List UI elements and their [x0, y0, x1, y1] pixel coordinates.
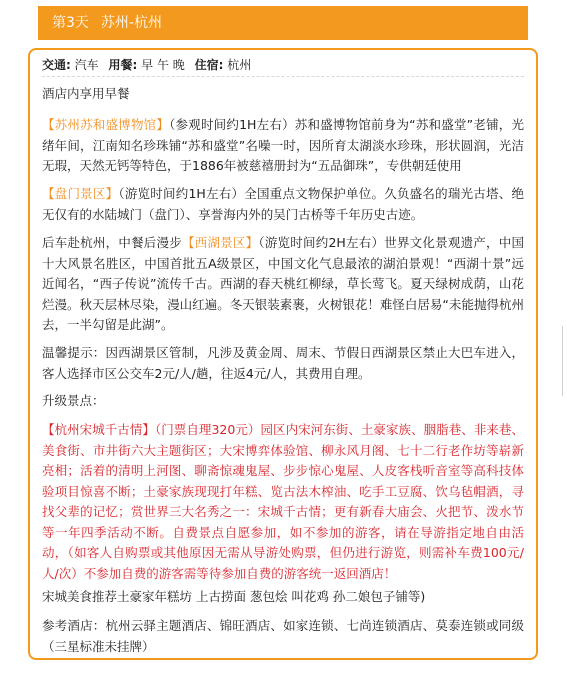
section-panmen	[42, 184, 524, 225]
upgrade-label: 升级景点：	[42, 393, 105, 408]
hotel-value: 杭州	[227, 58, 252, 72]
transport-value: 汽车	[74, 58, 99, 72]
meals-value: 早 午 晚	[141, 58, 185, 72]
tip-text: 温馨提示：因西湖景区管制，凡涉及黄金周、周末、节假日西湖景区禁止大巴车进入，客人选择市区公交车2元/人/趟，往返4元/人，其费用自理。	[42, 345, 524, 381]
suhesheng-title: 【苏州苏和盛博物馆】	[42, 117, 170, 132]
reference-hotel-text: 参考酒店：杭州云驿主题酒店、锦旺酒店、如家连锁、七尚连锁酒店、莫泰连锁或同级（三星标准未挂牌）	[42, 618, 524, 654]
songcheng-title: 【杭州宋城千古情】	[42, 422, 155, 437]
hotel-label: 住宿:	[194, 58, 224, 72]
panmen-desc: （游览时间约1H左右）全国重点文物保护单位。久负盛名的瑞光古塔、绝无仅有的水陆城门（盘门）、享誉海内外的吴门古桥等千年历史古迹。	[42, 186, 524, 222]
songcheng-desc: （门票自理320元）园区内宋河东街、土豪家族、胭脂巷、非来巷、美食街、市井街六大主题街区；大宋博弈体验馆、柳永风月阁、七十二行老作坊等崭新亮相；活着的清明上河图、聊斋惊魂鬼屋、步步惊心鬼屋、人皮客栈听音室等高科技体验项目惊喜不断；土豪家族现现打年糕、览古法木榨油、吃手工豆腐、饮乌毡帽酒，寻找父辈的记忆；赏世界三大名秀之一：宋城千古情；更有新春大庙会、火把节、泼水节等一年四季活动不断。自费景点自愿参加，如不参加的游客，请在导游指定地自由活动，（如客人自购票或其他原因无需从导游处购票，但仍进行游览，则需补车费100元/人/次）不参加自费的游客需等待参加自费的游客统一返回酒店！	[42, 422, 524, 581]
panmen-title: 【盘门景区】	[42, 186, 119, 201]
scrollbar[interactable]	[562, 326, 563, 396]
meals-label: 用餐:	[108, 58, 138, 72]
route-label: 苏州-杭州	[100, 15, 162, 31]
day-header	[38, 6, 528, 40]
breakfast-text: 酒店内享用早餐	[42, 86, 130, 101]
westlake-desc: （游览时间约2H左右）世界文化景观遗产，中国十大风景名胜区，中国首批五A级景区，中国文化气息最浓的湖泊景观！“西湖十景”远近闻名，“西子传说”流传千古。西湖的春天桃红柳绿，草长莺飞。夏天绿树成荫，山花烂漫。秋天层林尽染，漫山红遍。冬天银装素裹，火树银花！难怪白居易“未能抛得杭州去，一半勾留是此湖”。	[42, 235, 524, 332]
transport-label: 交通:	[42, 58, 71, 72]
section-suhesheng	[42, 115, 524, 177]
day-label: 第3天	[52, 15, 89, 31]
section-songcheng	[42, 420, 524, 584]
food-text: 宋城美食推荐土豪家年糕坊 上古捞面 葱包烩 叫花鸡 孙二娘包子铺等)	[42, 589, 426, 604]
westlake-intro: 后车赴杭州，中餐后漫步	[42, 235, 182, 250]
section-westlake	[42, 233, 524, 336]
westlake-title: 【西湖景区】	[182, 235, 259, 250]
suhesheng-desc: （参观时间约1H左右）苏和盛博物馆前身为“苏和盛堂”老铺，光绪年间，江南知名珍珠铺“苏和盛堂”名噪一时，因所育太湖淡水珍珠，形状圆润，光洁无瑕，天然无钙等特色，于1886年被慈禧册封为“五品御珠”，专供朝廷使用	[42, 117, 524, 173]
info-row	[42, 54, 524, 77]
